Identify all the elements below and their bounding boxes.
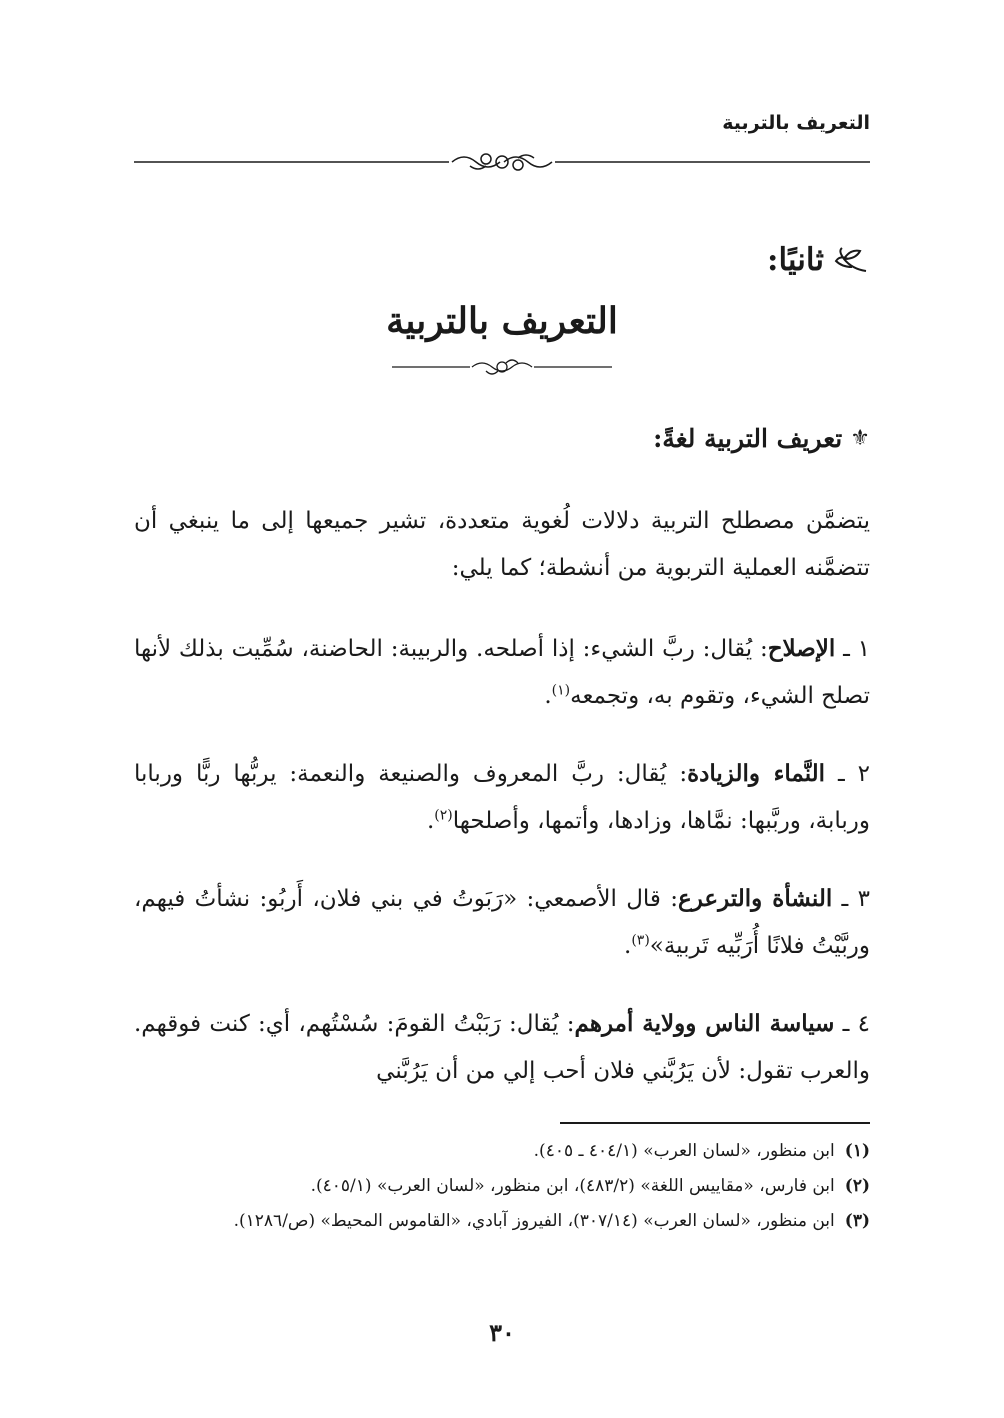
footnote-ref: (٣)	[631, 932, 650, 949]
item-text: : يُقال: رَبَبْتُ القومَ: سُسْتُهم، أي: كنت فوقهم. والعرب تقول: لأن يَرُبَّني فلان أحب إلي من أن يَرُبَّني	[134, 1011, 870, 1084]
subheading-text: تعريف التربية لغةً:	[653, 424, 843, 453]
footnote-ref: (١)	[551, 682, 571, 699]
footnote-2	[134, 1169, 870, 1204]
item-end: .	[544, 683, 552, 709]
item-text: : يُقال: ربَّ المعروف والصنيعة والنعمة: يربُّها ربًّا وربابا وربابة، وربَّبها: نمَّاها، وزادها، وأتمها، وأصلحها	[134, 761, 870, 834]
footnote-1	[134, 1134, 870, 1169]
item-term: النشأة والترعرع	[678, 885, 833, 912]
leaf-ornament-icon	[832, 245, 870, 275]
footnote-3	[134, 1204, 870, 1239]
definition-item-4	[134, 1000, 870, 1095]
scroll-ornament-icon	[452, 154, 552, 170]
section-label-text: ثانيًا:	[767, 242, 824, 278]
definition-item-1	[134, 625, 870, 720]
page-title: التعريف بالتربية	[386, 300, 618, 342]
item-text: : قال الأصمعي: «رَبَوتُ في بني فلان، أَربُو: نشأتُ فيهم، وربَّيْتُ فلانًا أُرَبِّيه تَربية»	[134, 886, 870, 959]
header-ornament-rule	[134, 150, 870, 174]
footnote-divider	[560, 1122, 870, 1124]
footnotes	[134, 1134, 870, 1239]
definition-item-3	[134, 875, 870, 970]
page-number: ٣٠	[489, 1318, 515, 1347]
fleur-de-lis-icon: ⚜	[850, 426, 870, 451]
definition-item-2	[134, 750, 870, 845]
running-header: التعريف بالتربية	[722, 112, 870, 134]
subheading	[653, 424, 870, 453]
item-term: النَّماء والزيادة	[687, 760, 826, 787]
item-term: سياسة الناس وولاية أمرهم	[574, 1010, 835, 1037]
footnote-text: ابن منظور، «لسان العرب» (٤٠٤/١ ـ ٤٠٥).	[533, 1141, 835, 1161]
item-number: ١ ـ	[835, 636, 870, 662]
footnote-text: ابن منظور، «لسان العرب» (٣٠٧/١٤)، الفيروز آبادي، «القاموس المحيط» (ص/١٢٨٦).	[233, 1211, 835, 1231]
item-term: الإصلاح	[767, 635, 836, 662]
item-text: : يُقال: ربَّ الشيء: إذا أصلحه. والربيبة: الحاضنة، سُمِّيت بذلك لأنها تصلح الشيء، وتقوم به، وتجمعه	[134, 636, 870, 709]
item-end: .	[426, 808, 435, 834]
section-label	[767, 242, 870, 278]
footnote-text: ابن فارس، «مقاييس اللغة» (٤٨٣/٢)، ابن منظور، «لسان العرب» (٤٠٥/١).	[310, 1176, 835, 1196]
item-end: .	[624, 933, 632, 959]
item-number: ٢ ـ	[825, 761, 870, 787]
footnote-number: (٢)	[844, 1176, 870, 1196]
intro-paragraph: يتضمَّن مصطلح التربية دلالات لُغوية متعددة، تشير جميعها إلى ما ينبغي أن تتضمَّنه العملية التربوية من أنشطة؛ كما يلي:	[134, 508, 870, 581]
footnote-number: (١)	[844, 1141, 870, 1161]
footnote-number: (٣)	[844, 1211, 870, 1231]
item-number: ٣ ـ	[832, 886, 870, 912]
item-number: ٤ ـ	[834, 1011, 870, 1037]
footnote-ref: (٢)	[434, 807, 453, 824]
title-ornament-rule	[392, 355, 612, 379]
